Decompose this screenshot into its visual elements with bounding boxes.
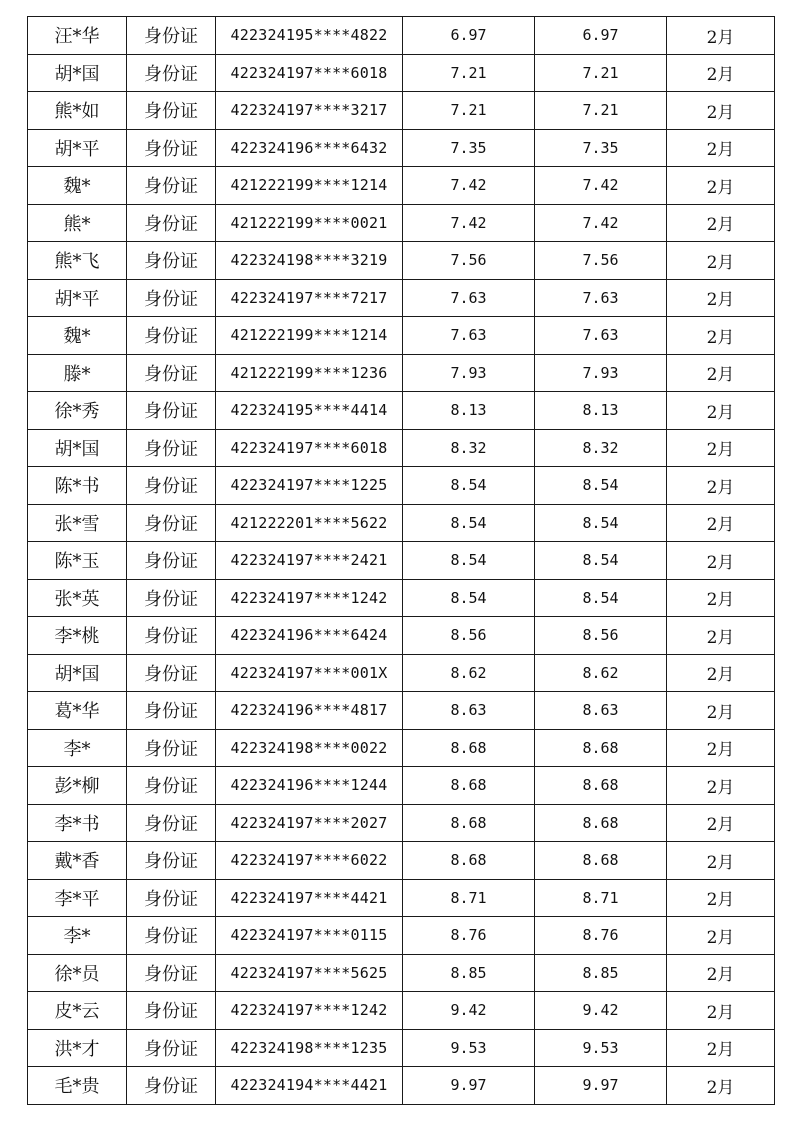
table-row <box>28 842 775 880</box>
cell-id-number: 422324197****0115 <box>216 917 403 955</box>
cell-amount: 7.93 <box>403 354 535 392</box>
cell-doc-type: 身份证 <box>127 317 216 355</box>
cell-amount: 8.56 <box>403 617 535 655</box>
table-row <box>28 429 775 467</box>
cell-paid-amount: 7.63 <box>535 279 667 317</box>
cell-amount: 8.68 <box>403 729 535 767</box>
cell-name: 熊*如 <box>28 92 127 130</box>
cell-doc-type: 身份证 <box>127 842 216 880</box>
cell-paid-amount: 8.62 <box>535 654 667 692</box>
cell-name: 熊*飞 <box>28 242 127 280</box>
cell-id-number: 422324196****6424 <box>216 617 403 655</box>
table-row <box>28 804 775 842</box>
cell-id-number: 422324197****6018 <box>216 429 403 467</box>
cell-paid-amount: 8.56 <box>535 617 667 655</box>
table-row <box>28 504 775 542</box>
table-row <box>28 242 775 280</box>
cell-id-number: 422324197****5625 <box>216 954 403 992</box>
cell-id-number: 422324197****2421 <box>216 542 403 580</box>
cell-amount: 7.42 <box>403 167 535 205</box>
cell-amount: 7.63 <box>403 279 535 317</box>
cell-paid-amount: 7.21 <box>535 54 667 92</box>
cell-paid-amount: 7.42 <box>535 204 667 242</box>
cell-month: 2月 <box>667 279 775 317</box>
cell-id-number: 422324197****6018 <box>216 54 403 92</box>
cell-name: 滕* <box>28 354 127 392</box>
cell-doc-type: 身份证 <box>127 917 216 955</box>
cell-paid-amount: 8.54 <box>535 542 667 580</box>
cell-paid-amount: 7.63 <box>535 317 667 355</box>
cell-name: 魏* <box>28 317 127 355</box>
cell-amount: 9.42 <box>403 992 535 1030</box>
cell-month: 2月 <box>667 17 775 55</box>
cell-id-number: 422324197****3217 <box>216 92 403 130</box>
cell-month: 2月 <box>667 1067 775 1105</box>
cell-month: 2月 <box>667 692 775 730</box>
cell-name: 李*平 <box>28 879 127 917</box>
cell-amount: 8.54 <box>403 504 535 542</box>
table-row <box>28 729 775 767</box>
table-row <box>28 92 775 130</box>
cell-doc-type: 身份证 <box>127 354 216 392</box>
cell-month: 2月 <box>667 954 775 992</box>
cell-id-number: 421222199****0021 <box>216 204 403 242</box>
cell-name: 胡*国 <box>28 429 127 467</box>
cell-month: 2月 <box>667 767 775 805</box>
cell-id-number: 422324196****6432 <box>216 129 403 167</box>
cell-month: 2月 <box>667 579 775 617</box>
table-row <box>28 54 775 92</box>
table-row <box>28 1029 775 1067</box>
table-row <box>28 354 775 392</box>
cell-id-number: 421222199****1214 <box>216 317 403 355</box>
cell-name: 皮*云 <box>28 992 127 1030</box>
cell-amount: 8.32 <box>403 429 535 467</box>
cell-doc-type: 身份证 <box>127 129 216 167</box>
cell-amount: 7.21 <box>403 92 535 130</box>
table-row <box>28 654 775 692</box>
cell-doc-type: 身份证 <box>127 467 216 505</box>
cell-amount: 7.21 <box>403 54 535 92</box>
cell-name: 胡*平 <box>28 129 127 167</box>
cell-amount: 7.35 <box>403 129 535 167</box>
cell-amount: 8.62 <box>403 654 535 692</box>
cell-month: 2月 <box>667 392 775 430</box>
cell-amount: 8.63 <box>403 692 535 730</box>
cell-month: 2月 <box>667 879 775 917</box>
cell-amount: 8.68 <box>403 804 535 842</box>
cell-paid-amount: 8.71 <box>535 879 667 917</box>
cell-doc-type: 身份证 <box>127 54 216 92</box>
cell-id-number: 422324198****0022 <box>216 729 403 767</box>
cell-paid-amount: 6.97 <box>535 17 667 55</box>
cell-paid-amount: 8.68 <box>535 842 667 880</box>
cell-amount: 8.68 <box>403 767 535 805</box>
cell-name: 李*桃 <box>28 617 127 655</box>
cell-doc-type: 身份证 <box>127 1029 216 1067</box>
cell-doc-type: 身份证 <box>127 204 216 242</box>
cell-paid-amount: 8.13 <box>535 392 667 430</box>
cell-month: 2月 <box>667 654 775 692</box>
cell-id-number: 422324195****4414 <box>216 392 403 430</box>
cell-paid-amount: 8.32 <box>535 429 667 467</box>
cell-amount: 6.97 <box>403 17 535 55</box>
cell-amount: 7.56 <box>403 242 535 280</box>
cell-id-number: 421222199****1236 <box>216 354 403 392</box>
cell-doc-type: 身份证 <box>127 954 216 992</box>
cell-amount: 8.54 <box>403 542 535 580</box>
table-row <box>28 204 775 242</box>
cell-name: 熊* <box>28 204 127 242</box>
cell-id-number: 422324197****4421 <box>216 879 403 917</box>
cell-id-number: 422324197****6022 <box>216 842 403 880</box>
cell-name: 胡*国 <box>28 54 127 92</box>
cell-id-number: 422324197****1242 <box>216 579 403 617</box>
cell-paid-amount: 8.54 <box>535 504 667 542</box>
table-row <box>28 579 775 617</box>
table-row <box>28 129 775 167</box>
cell-id-number: 421222199****1214 <box>216 167 403 205</box>
cell-name: 李*书 <box>28 804 127 842</box>
table-row <box>28 692 775 730</box>
cell-amount: 8.54 <box>403 579 535 617</box>
cell-paid-amount: 8.54 <box>535 467 667 505</box>
cell-doc-type: 身份证 <box>127 692 216 730</box>
cell-name: 胡*平 <box>28 279 127 317</box>
cell-paid-amount: 9.42 <box>535 992 667 1030</box>
cell-paid-amount: 7.35 <box>535 129 667 167</box>
cell-name: 魏* <box>28 167 127 205</box>
cell-name: 张*英 <box>28 579 127 617</box>
cell-name: 洪*才 <box>28 1029 127 1067</box>
cell-amount: 7.63 <box>403 317 535 355</box>
table-body <box>28 17 775 1105</box>
table-row <box>28 879 775 917</box>
subsidy-table <box>27 16 775 1105</box>
cell-doc-type: 身份证 <box>127 767 216 805</box>
cell-amount: 8.76 <box>403 917 535 955</box>
cell-id-number: 422324196****1244 <box>216 767 403 805</box>
cell-name: 陈*玉 <box>28 542 127 580</box>
table-row <box>28 542 775 580</box>
cell-month: 2月 <box>667 204 775 242</box>
cell-name: 徐*员 <box>28 954 127 992</box>
cell-paid-amount: 7.56 <box>535 242 667 280</box>
cell-month: 2月 <box>667 354 775 392</box>
cell-doc-type: 身份证 <box>127 242 216 280</box>
cell-paid-amount: 8.68 <box>535 767 667 805</box>
cell-month: 2月 <box>667 804 775 842</box>
cell-month: 2月 <box>667 617 775 655</box>
cell-doc-type: 身份证 <box>127 1067 216 1105</box>
cell-id-number: 422324197****001X <box>216 654 403 692</box>
cell-month: 2月 <box>667 167 775 205</box>
cell-doc-type: 身份证 <box>127 167 216 205</box>
cell-doc-type: 身份证 <box>127 542 216 580</box>
table-row <box>28 167 775 205</box>
table-row <box>28 392 775 430</box>
cell-amount: 8.85 <box>403 954 535 992</box>
cell-id-number: 421222201****5622 <box>216 504 403 542</box>
cell-month: 2月 <box>667 92 775 130</box>
cell-doc-type: 身份证 <box>127 579 216 617</box>
cell-paid-amount: 8.76 <box>535 917 667 955</box>
cell-name: 彭*柳 <box>28 767 127 805</box>
cell-doc-type: 身份证 <box>127 504 216 542</box>
cell-paid-amount: 8.85 <box>535 954 667 992</box>
table-row <box>28 1067 775 1105</box>
cell-doc-type: 身份证 <box>127 429 216 467</box>
cell-name: 李* <box>28 917 127 955</box>
cell-name: 戴*香 <box>28 842 127 880</box>
cell-month: 2月 <box>667 467 775 505</box>
cell-doc-type: 身份证 <box>127 804 216 842</box>
cell-name: 胡*国 <box>28 654 127 692</box>
cell-paid-amount: 8.68 <box>535 729 667 767</box>
table-row <box>28 17 775 55</box>
cell-month: 2月 <box>667 317 775 355</box>
cell-doc-type: 身份证 <box>127 654 216 692</box>
table-row <box>28 767 775 805</box>
cell-name: 徐*秀 <box>28 392 127 430</box>
cell-month: 2月 <box>667 54 775 92</box>
cell-paid-amount: 7.21 <box>535 92 667 130</box>
cell-id-number: 422324196****4817 <box>216 692 403 730</box>
cell-id-number: 422324198****1235 <box>216 1029 403 1067</box>
cell-month: 2月 <box>667 992 775 1030</box>
table-row <box>28 992 775 1030</box>
cell-month: 2月 <box>667 242 775 280</box>
cell-doc-type: 身份证 <box>127 92 216 130</box>
cell-month: 2月 <box>667 542 775 580</box>
table-row <box>28 917 775 955</box>
cell-month: 2月 <box>667 729 775 767</box>
cell-paid-amount: 8.68 <box>535 804 667 842</box>
cell-amount: 8.71 <box>403 879 535 917</box>
table-row <box>28 467 775 505</box>
cell-month: 2月 <box>667 429 775 467</box>
cell-doc-type: 身份证 <box>127 17 216 55</box>
cell-paid-amount: 9.97 <box>535 1067 667 1105</box>
cell-id-number: 422324194****4421 <box>216 1067 403 1105</box>
table-row <box>28 954 775 992</box>
cell-id-number: 422324195****4822 <box>216 17 403 55</box>
cell-month: 2月 <box>667 917 775 955</box>
cell-month: 2月 <box>667 1029 775 1067</box>
cell-paid-amount: 7.42 <box>535 167 667 205</box>
cell-amount: 7.42 <box>403 204 535 242</box>
cell-name: 张*雪 <box>28 504 127 542</box>
cell-name: 陈*书 <box>28 467 127 505</box>
cell-doc-type: 身份证 <box>127 279 216 317</box>
cell-amount: 8.54 <box>403 467 535 505</box>
table-row <box>28 317 775 355</box>
cell-amount: 9.97 <box>403 1067 535 1105</box>
cell-month: 2月 <box>667 842 775 880</box>
cell-paid-amount: 8.54 <box>535 579 667 617</box>
cell-month: 2月 <box>667 129 775 167</box>
cell-doc-type: 身份证 <box>127 617 216 655</box>
table-row <box>28 279 775 317</box>
cell-doc-type: 身份证 <box>127 729 216 767</box>
cell-name: 李* <box>28 729 127 767</box>
cell-name: 毛*贵 <box>28 1067 127 1105</box>
cell-amount: 9.53 <box>403 1029 535 1067</box>
cell-paid-amount: 7.93 <box>535 354 667 392</box>
cell-id-number: 422324197****7217 <box>216 279 403 317</box>
cell-name: 葛*华 <box>28 692 127 730</box>
cell-paid-amount: 9.53 <box>535 1029 667 1067</box>
cell-id-number: 422324197****1242 <box>216 992 403 1030</box>
cell-amount: 8.68 <box>403 842 535 880</box>
cell-id-number: 422324198****3219 <box>216 242 403 280</box>
cell-doc-type: 身份证 <box>127 392 216 430</box>
cell-doc-type: 身份证 <box>127 992 216 1030</box>
cell-id-number: 422324197****1225 <box>216 467 403 505</box>
table-row <box>28 617 775 655</box>
cell-paid-amount: 8.63 <box>535 692 667 730</box>
cell-amount: 8.13 <box>403 392 535 430</box>
cell-month: 2月 <box>667 504 775 542</box>
cell-doc-type: 身份证 <box>127 879 216 917</box>
cell-id-number: 422324197****2027 <box>216 804 403 842</box>
cell-name: 汪*华 <box>28 17 127 55</box>
